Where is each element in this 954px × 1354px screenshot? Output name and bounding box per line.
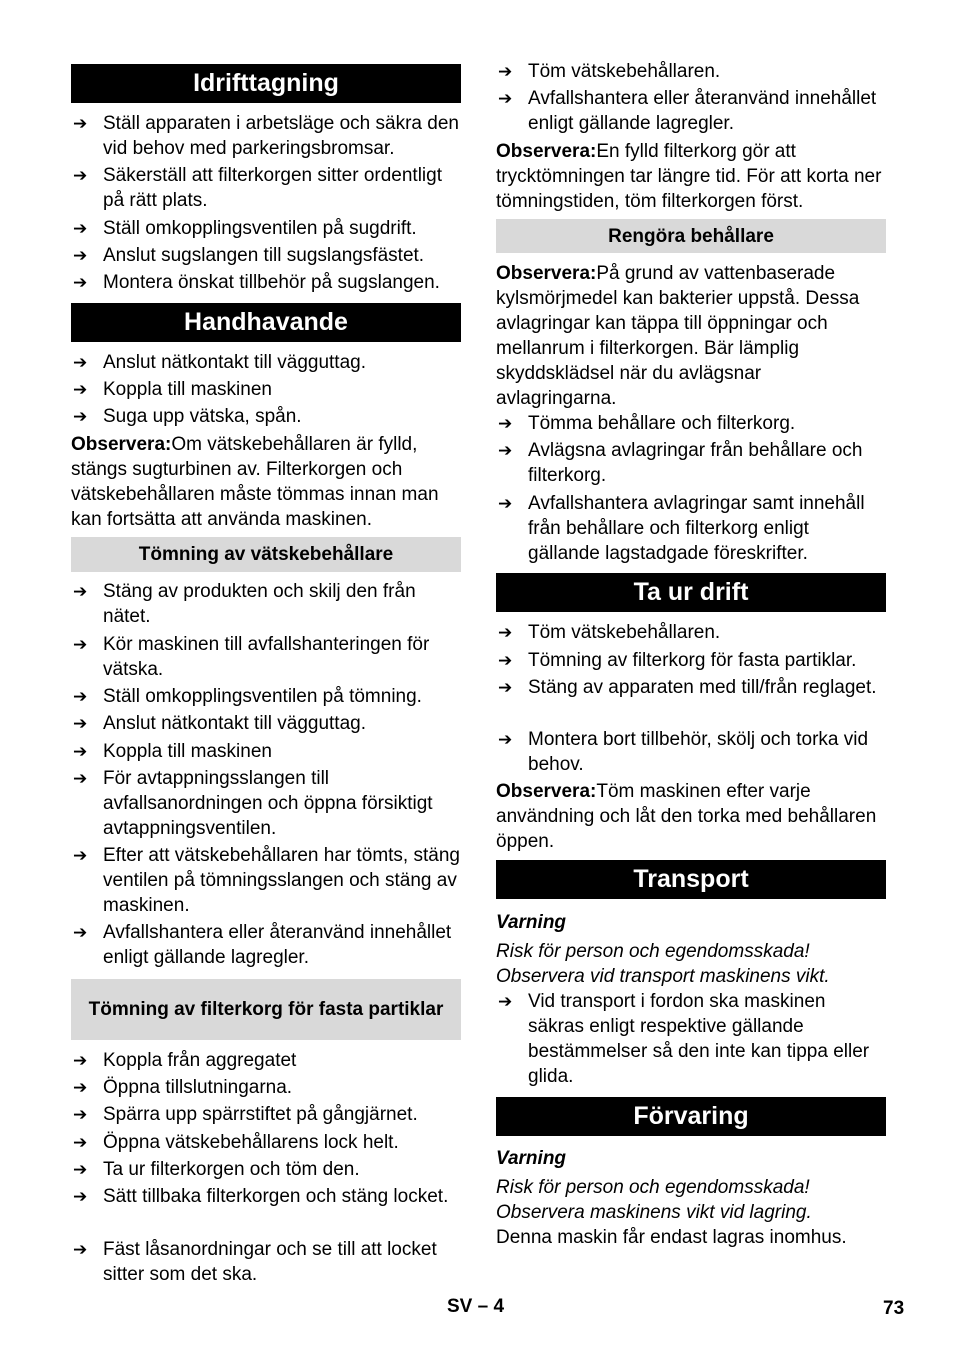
arrow-right-icon: ➔ xyxy=(498,89,513,108)
arrow-right-icon: ➔ xyxy=(73,353,88,372)
arrow-right-icon: ➔ xyxy=(73,582,88,601)
list-item: ➔ Ställ omkopplingsventilen på tömning. xyxy=(73,686,422,707)
subsection-heading-tomning-filterkorg: Tömning av filterkorg för fasta partiklar xyxy=(71,979,461,1040)
arrow-right-icon: ➔ xyxy=(498,441,513,460)
arrow-right-icon: ➔ xyxy=(73,1078,88,1097)
arrow-right-icon: ➔ xyxy=(498,623,513,642)
arrow-right-icon: ➔ xyxy=(73,1133,88,1152)
note-paragraph: Observera:Om vätskebehållaren är fylld, stängs sugturbinen av. Filterkorgen och vätskebehållaren måste tömmas innan man kan fortsätta att använda maskinen. xyxy=(71,434,439,530)
arrow-right-icon: ➔ xyxy=(73,273,88,292)
arrow-right-icon: ➔ xyxy=(73,635,88,654)
arrow-right-icon: ➔ xyxy=(73,380,88,399)
list-item: ➔ Öppna vätskebehållarens lock helt. xyxy=(73,1132,399,1153)
note-label: Observera: xyxy=(496,781,597,802)
arrow-right-icon: ➔ xyxy=(73,166,88,185)
list-item: ➔ Kör maskinen till avfallshanteringen för vätska. xyxy=(73,634,430,680)
page-footer-language xyxy=(447,1296,504,1318)
arrow-right-icon: ➔ xyxy=(73,1105,88,1124)
list-item: ➔ Anslut nätkontakt till vägguttag. xyxy=(73,713,366,734)
section-heading-transport: Transport xyxy=(496,860,886,899)
section-heading-handhavande: Handhavande xyxy=(71,303,461,342)
list-item: ➔ Avlägsna avlagringar från behållare och filterkorg. xyxy=(498,440,863,486)
list-item: ➔ Fäst låsanordningar och se till att locket sitter som det ska. xyxy=(73,1239,437,1285)
arrow-right-icon: ➔ xyxy=(73,1187,88,1206)
arrow-right-icon: ➔ xyxy=(73,687,88,706)
list-item: ➔ Stäng av apparaten med till/från reglaget. xyxy=(498,677,877,698)
list-item: ➔ Koppla till maskinen xyxy=(73,379,272,400)
arrow-right-icon: ➔ xyxy=(73,742,88,761)
arrow-right-icon: ➔ xyxy=(498,651,513,670)
list-item: ➔ Montera önskat tillbehör på sugslangen. xyxy=(73,272,440,293)
list-item: ➔ Tömma behållare och filterkorg. xyxy=(498,413,796,434)
arrow-right-icon: ➔ xyxy=(498,414,513,433)
list-item: ➔ Ta ur filterkorgen och töm den. xyxy=(73,1159,360,1180)
arrow-right-icon: ➔ xyxy=(73,246,88,265)
note-label: Observera: xyxy=(496,141,597,162)
arrow-right-icon: ➔ xyxy=(73,1240,88,1259)
arrow-right-icon: ➔ xyxy=(73,1051,88,1070)
note-paragraph: Observera:En fylld filterkorg gör att trycktömningen tar längre tid. För att korta ner tömningstiden, töm filterkorgen först. xyxy=(496,141,882,212)
arrow-right-icon: ➔ xyxy=(73,769,88,788)
list-item: ➔ Koppla från aggregatet xyxy=(73,1050,297,1071)
list-item: ➔ Töm vätskebehållaren. xyxy=(498,622,721,643)
warning-text: Risk för person och egendomsskada! Observera vid transport maskinens vikt. xyxy=(496,941,830,987)
section-heading-forvaring: Förvaring xyxy=(496,1097,886,1136)
arrow-right-icon: ➔ xyxy=(73,1160,88,1179)
list-item: ➔ Töm vätskebehållaren. xyxy=(498,61,721,82)
arrow-right-icon: ➔ xyxy=(73,407,88,426)
language-code: SV xyxy=(447,1296,473,1317)
note-label: Observera: xyxy=(496,263,597,284)
arrow-right-icon: ➔ xyxy=(498,62,513,81)
arrow-right-icon: ➔ xyxy=(73,923,88,942)
list-item: ➔ För avtappningsslangen till avfallsanordningen och öppna försiktigt avtappningsventilen. xyxy=(73,768,433,839)
list-item: ➔ Tömning av filterkorg för fasta partiklar. xyxy=(498,650,857,671)
page-number: 73 xyxy=(883,1298,905,1319)
arrow-right-icon: ➔ xyxy=(498,678,513,697)
relative-page: – 4 xyxy=(477,1296,505,1317)
arrow-right-icon: ➔ xyxy=(498,992,513,1011)
list-item: ➔ Avfallshantera avlagringar samt innehåll från behållare och filterkorg enligt gällande lagstadgade föreskrifter. xyxy=(498,493,865,564)
list-item: ➔ Koppla till maskinen xyxy=(73,741,272,762)
storage-text: Denna maskin får endast lagras inomhus. xyxy=(496,1227,847,1248)
arrow-right-icon: ➔ xyxy=(73,219,88,238)
arrow-right-icon: ➔ xyxy=(73,114,88,133)
note-paragraph: Observera:På grund av vattenbaserade kylsmörjmedel kan bakterier uppstå. Dessa avlagringar kan täppa till öppningar och mellanrum i filterkorgen. Bär lämplig skyddsklädsel när du avlägsnar avlagringarna. xyxy=(496,263,860,409)
note-label: Observera: xyxy=(71,434,172,455)
warning-label: Varning xyxy=(496,912,567,933)
list-item: ➔ Vid transport i fordon ska maskinen säkras enligt respektive gällande bestämmelser så den inte kan tippa eller glida. xyxy=(498,991,870,1087)
list-item: ➔ Avfallshantera eller återanvänd innehållet enligt gällande lagregler. xyxy=(498,88,877,134)
warning-text: Risk för person och egendomsskada! Observera maskinens vikt vid lagring. xyxy=(496,1177,812,1223)
note-paragraph: Observera:Töm maskinen efter varje användning och låt den torka med behållaren öppen. xyxy=(496,781,877,852)
arrow-right-icon: ➔ xyxy=(73,846,88,865)
section-heading-idrifttagning: Idrifttagning xyxy=(71,64,461,103)
list-item: ➔ Ställ apparaten i arbetsläge och säkra den vid behov med parkeringsbromsar. xyxy=(73,113,459,159)
warning-label: Varning xyxy=(496,1148,567,1169)
list-item: ➔ Avfallshantera eller återanvänd innehållet enligt gällande lagregler. xyxy=(73,922,452,968)
subsection-heading-tomning-vatska: Tömning av vätskebehållare xyxy=(71,537,461,572)
list-item: ➔ Öppna tillslutningarna. xyxy=(73,1077,293,1098)
list-item: ➔ Stäng av produkten och skilj den från nätet. xyxy=(73,581,416,627)
arrow-right-icon: ➔ xyxy=(73,714,88,733)
arrow-right-icon: ➔ xyxy=(498,494,513,513)
list-item: ➔ Säkerställ att filterkorgen sitter ordentligt på rätt plats. xyxy=(73,165,442,211)
list-item: ➔ Montera bort tillbehör, skölj och torka vid behov. xyxy=(498,729,869,775)
list-item: ➔ Suga upp vätska, spån. xyxy=(73,406,302,427)
list-item: ➔ Spärra upp spärrstiftet på gångjärnet. xyxy=(73,1104,418,1125)
list-item: ➔ Efter att vätskebehållaren har tömts, stäng ventilen på tömningsslangen och stäng av maskinen. xyxy=(73,845,460,916)
list-item: ➔ Ställ omkopplingsventilen på sugdrift. xyxy=(73,218,417,239)
arrow-right-icon: ➔ xyxy=(498,730,513,749)
list-item: ➔ Anslut sugslangen till sugslangsfästet. xyxy=(73,245,425,266)
subsection-heading-rengora: Rengöra behållare xyxy=(496,219,886,253)
section-heading-ta-ur-drift: Ta ur drift xyxy=(496,573,886,612)
list-item: ➔ Anslut nätkontakt till vägguttag. xyxy=(73,352,366,373)
list-item: ➔ Sätt tillbaka filterkorgen och stäng locket. xyxy=(73,1186,449,1207)
